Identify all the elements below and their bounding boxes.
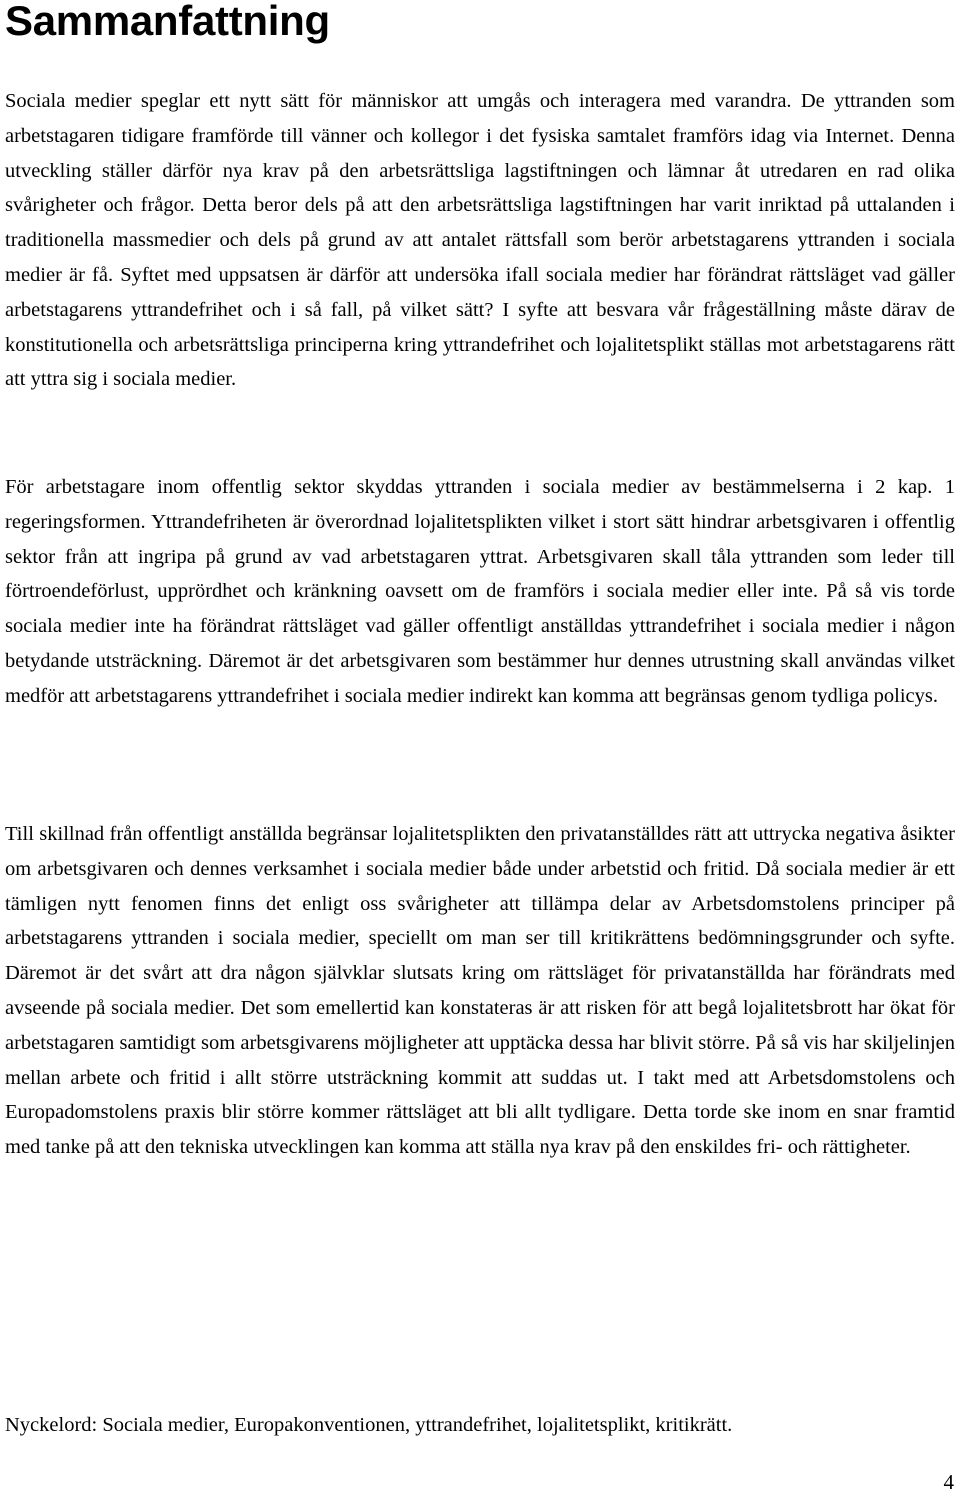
page-title: Sammanfattning [5, 0, 330, 44]
body-paragraph-3: Till skillnad från offentligt anställda begränsar lojalitetsplikten den privatanställdes rätt att uttrycka negativa åsikter om arbetsgivaren och dennes verksamhet i sociala medier både under arbetstid och fritid. Då sociala medier är ett tämligen nytt fenomen finns det enligt oss svårigheter att tillämpa delar av Arbetsdomstolens principer på arbetstagarens yttranden i sociala medier, speciellt om man ser till kritikrättens bedömningsgrunder och syfte. Däremot är det svårt att dra någon självklar slutsats kring om rättsläget för privatanställda har förändrats med avseende på sociala medier. Det som emellertid kan konstateras är att risken för att begå lojalitetsbrott har ökat för arbetstagaren samtidigt som arbetsgivarens möjligheter att upptäcka dessa har blivit större. På så vis har skiljelinjen mellan arbete och fritid i allt större utsträckning kommit att suddas ut. I takt med att Arbetsdomstolens och Europadomstolens praxis blir större kommer rättsläget att bli allt tydligare. Detta torde ske inom en snar framtid med tanke på att den tekniska utvecklingen kan komma att ställa nya krav på den enskildes fri- och rättigheter. [5, 823, 955, 1159]
keywords-line: Nyckelord: Sociala medier, Europakonventionen, yttrandefrihet, lojalitetsplikt, kritikrätt. [5, 1414, 733, 1436]
body-paragraph-1: Sociala medier speglar ett nytt sätt för människor att umgås och interagera med varandra. De yttranden som arbetstagaren tidigare framförde till vänner och kollegor i det fysiska samtalet framförs idag via Internet. Denna utveckling ställer därför nya krav på den arbetsrättsliga lagstiftningen och lämnar åt utredaren en rad olika svårigheter och frågor. Detta beror dels på att den arbetsrättsliga lagstiftningen har varit inriktad på uttalanden i traditionella massmedier och dels på grund av att antalet rättsfall som berör arbetstagarens yttranden i sociala medier är få. Syftet med uppsatsen är därför att undersöka ifall sociala medier har förändrat rättsläget vad gäller arbetstagarens yttrandefrihet och i så fall, på vilket sätt? I syfte att besvara vår frågeställning måste därav de konstitutionella och arbetsrättsliga principerna kring yttrandefrihet och lojalitetsplikt ställas mot arbetstagarens rätt att yttra sig i sociala medier. [5, 90, 955, 391]
page-number: 4 [943, 1470, 954, 1494]
body-paragraph-2: För arbetstagare inom offentlig sektor skyddas yttranden i sociala medier av bestämmelserna i 2 kap. 1 regeringsformen. Yttrandefriheten är överordnad lojalitetsplikten vilket i stort sätt hindrar arbetsgivaren i offentlig sektor från att ingripa på grund av vad arbetstagaren yttrat. Arbetsgivaren skall tåla yttranden som leder till förtroendeförlust, upprördhet och kränkning oavsett om de framförs i sociala medier eller inte. På så vis torde sociala medier inte ha förändrat rättsläget vad gäller offentligt anställdas yttrandefrihet i sociala medier i någon betydande utsträckning. Däremot är det arbetsgivaren som bestämmer hur dennes utrustning skall användas vilket medför att arbetstagarens yttrandefrihet i sociala medier indirekt kan komma att begränsas genom tydliga policys. [5, 476, 955, 707]
